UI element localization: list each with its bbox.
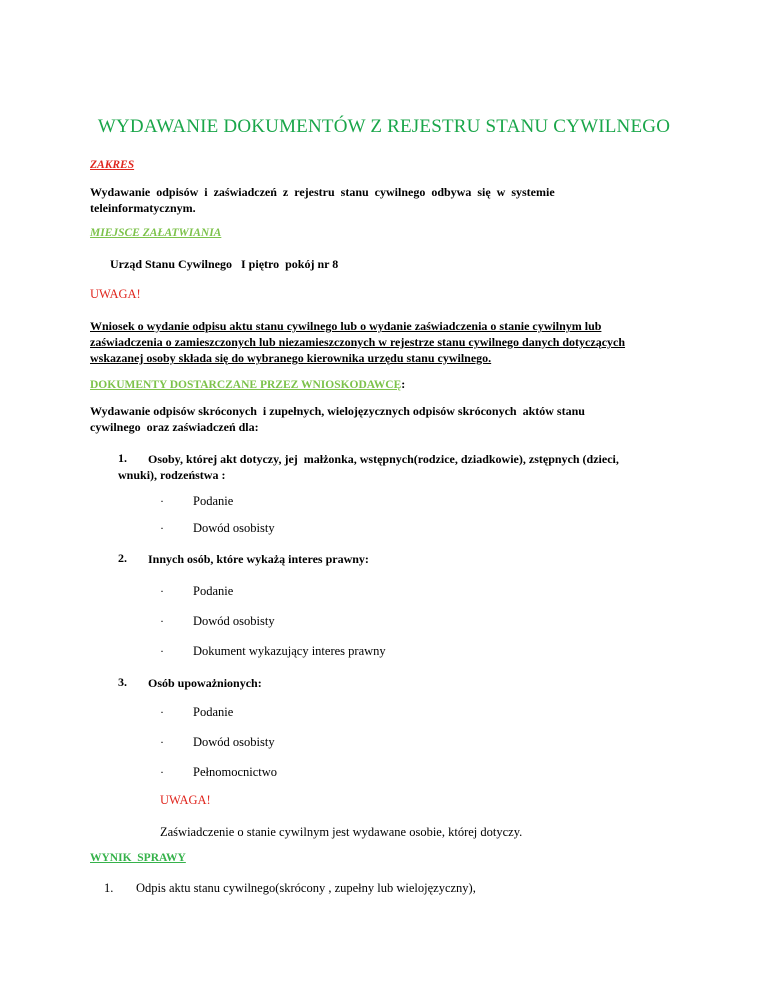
bullet-icon: ·: [160, 735, 164, 749]
miejsce-text: Urząd Stanu Cywilnego I piętro pokój nr 8: [110, 257, 339, 271]
bullet-icon: ·: [160, 494, 164, 508]
note-text: Zaświadczenie o stanie cywilnym jest wydawane osobie, której dotyczy.: [160, 825, 523, 839]
group-3-number: 3.: [118, 675, 127, 689]
document-title: WYDAWANIE DOKUMENTÓW Z REJESTRU STANU CYWILNEGO: [97, 116, 671, 137]
wynik-item-1-text: Odpis aktu stanu cywilnego(skrócony , zupełny lub wielojęzyczny),: [136, 881, 476, 895]
wynik-item-1-number: 1.: [104, 881, 114, 895]
group-3-item-3: Pełnomocnictwo: [193, 765, 278, 779]
zakres-text-line1: Wydawanie odpisów i zaświadczeń z rejestru stanu cywilnego odbywa się w systemie: [90, 185, 555, 199]
note-heading: UWAGA!: [160, 793, 211, 807]
dokumenty-heading-colon: :: [401, 377, 406, 391]
bullet-icon: ·: [160, 521, 164, 535]
group-2-item-1: Podanie: [193, 584, 234, 598]
group-2-label: Innych osób, które wykażą interes prawny:: [148, 552, 369, 566]
group-2-item-3: Dokument wykazujący interes prawny: [193, 644, 386, 658]
group-1-label-line2: wnuki), rodzeństwa :: [118, 468, 226, 482]
dokumenty-heading-row: [90, 375, 405, 393]
uwaga-text-line2: zaświadczenia o zamieszczonych lub niezamieszczonych w rejestrze stanu cywilnego danych dotyczących: [90, 335, 626, 349]
bullet-icon: ·: [160, 584, 164, 598]
uwaga-heading: UWAGA!: [90, 287, 141, 301]
group-1-item-2: Dowód osobisty: [193, 521, 275, 535]
bullet-icon: ·: [160, 614, 164, 628]
uwaga-text-line1: Wniosek o wydanie odpisu aktu stanu cywilnego lub o wydanie zaświadczenia o stanie cywilnym lub: [90, 319, 602, 333]
bullet-icon: ·: [160, 705, 164, 719]
miejsce-heading: MIEJSCE ZAŁATWIANIA: [90, 227, 222, 239]
wynik-heading: WYNIK SPRAWY: [90, 852, 186, 864]
group-2-item-2: Dowód osobisty: [193, 614, 275, 628]
group-1-item-1: Podanie: [193, 494, 234, 508]
zakres-text-line2: teleinformatycznym.: [90, 201, 196, 215]
bullet-icon: ·: [160, 765, 164, 779]
group-2-number: 2.: [118, 551, 127, 565]
group-3-item-2: Dowód osobisty: [193, 735, 275, 749]
bullet-icon: ·: [160, 644, 164, 658]
dokumenty-intro-line2: cywilnego oraz zaświadczeń dla:: [90, 420, 259, 434]
uwaga-text-line3: wskazanej osoby składa się do wybranego kierownika urzędu stanu cywilnego.: [90, 351, 492, 365]
zakres-heading: ZAKRES: [90, 159, 135, 171]
group-1-number: 1.: [118, 451, 127, 465]
dokumenty-intro-line1: Wydawanie odpisów skróconych i zupełnych, wielojęzycznych odpisów skróconych aktów stanu: [90, 404, 585, 418]
group-3-label: Osób upoważnionych:: [148, 676, 262, 690]
group-3-item-1: Podanie: [193, 705, 234, 719]
dokumenty-heading: DOKUMENTY DOSTARCZANE PRZEZ WNIOSKODAWCĘ: [90, 379, 402, 391]
group-1-label-line1: Osoby, której akt dotyczy, jej małżonka, wstępnych(rodzice, dziadkowie), zstępnych (dzieci,: [148, 452, 619, 466]
